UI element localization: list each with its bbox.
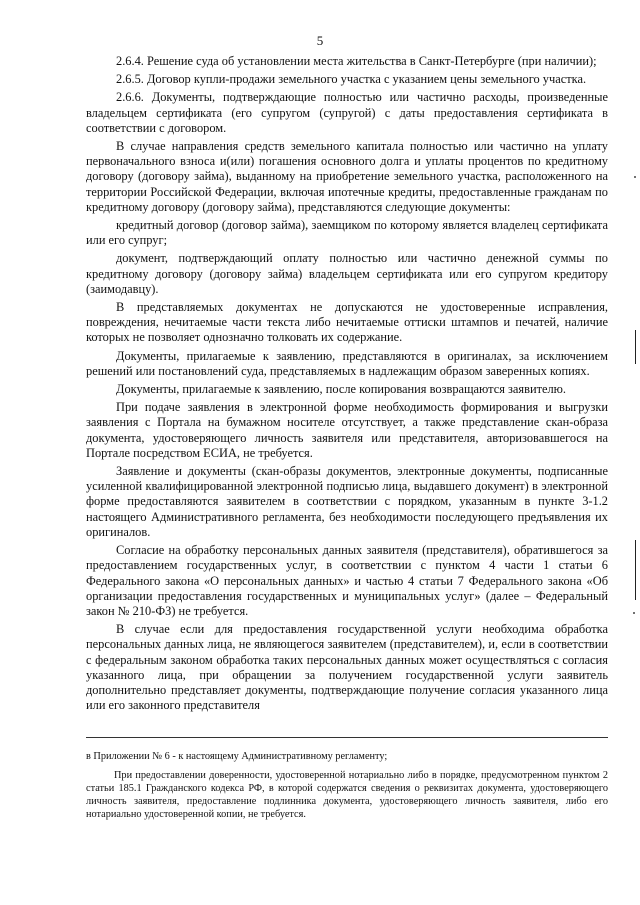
paragraph: В случае если для предоставления государственной услуги необходима обработка персональных данных лица, не являющегося заявителем (представителем), и, если в соответствии с федеральным законом обработка таких персональных данных может осуществляться с согласия указанного лица, при обращении за получением государственной услуги заявитель дополнительно представляет документы, подтверждающие получение согласия указанного лица или его законного представителя xyxy=(86,622,608,713)
scan-speck xyxy=(634,176,636,178)
document-body xyxy=(86,54,608,716)
paragraph: В представляемых документах не допускаются не удостоверенные исправления, повреждения, нечитаемые части текста либо нечитаемые оттиски штампов и печатей, наличие которых не позволяет однозначно толковать их содержание. xyxy=(86,300,608,345)
paragraph: Заявление и документы (скан-образы документов, электронные документы, подписанные усиленной квалифицированной электронной подписью лица, выдавшего документ) в электронной форме предоставляются заявителем в соответствии с порядком, указанным в пункте 3-1.2 настоящего Административного регламента, без необходимости последующего предъявления их оригиналов. xyxy=(86,464,608,539)
paragraph: 2.6.5. Договор купли-продажи земельного участка с указанием цены земельного участка. xyxy=(116,72,587,87)
footnote-text: При предоставлении доверенности, удостоверенной нотариально либо в порядке, предусмотренном пунктом 2 статьи 185.1 Гражданского кодекса РФ, в которой содержатся сведения о реквизитах документа, удостоверяющего личность заявителя, предоставление подлинника документа, удостоверяющего личность заявителя, либо его нотариально удостоверенной копии, не требуется. xyxy=(86,770,608,820)
paragraph: документ, подтверждающий оплату полностью или частично денежной суммы по кредитному договору (договору займа) владельцем сертификата или его супругом кредитору (заимодавцу). xyxy=(86,251,608,296)
paragraph: кредитный договор (договор займа), заемщиком по которому является владелец сертификата или его супруг; xyxy=(86,218,608,248)
paragraph: Документы, прилагаемые к заявлению, представляются в оригиналах, за исключением решений или постановлений суда, представляемых в надлежащим образом заверенных копиях. xyxy=(86,348,608,378)
scan-edge-mark xyxy=(635,330,636,364)
paragraph: Документы, прилагаемые к заявлению, после копирования возвращаются заявителю. xyxy=(116,382,567,397)
page-number: 5 xyxy=(316,33,324,48)
paragraph: В случае направления средств земельного капитала полностью или частично на уплату первоначального взноса и(или) погашения основного долга и уплаты процентов по кредитному договору (договору займа), выданному на приобретение земельного участка, расположенного на территории Российской Федерации, включая ипотечные кредиты, предоставленные гражданам по кредитному договору (договору займа), представляются следующие документы: xyxy=(86,139,608,214)
paragraph: 2.6.4. Решение суда об установлении места жительства в Санкт-Петербурге (при наличии); xyxy=(116,54,597,68)
scan-edge-mark xyxy=(635,540,636,600)
paragraph: 2.6.6. Документы, подтверждающие полностью или частично расходы, произведенные владельцем сертификата (его супругом (супругой) с даты предоставления сертификата в соответствии с договором. xyxy=(86,90,608,135)
scan-speck xyxy=(633,612,635,614)
footnote-lead: в Приложении № 6 - к настоящему Административному регламенту; xyxy=(86,751,388,762)
paragraph: Согласие на обработку персональных данных заявителя (представителя), обратившегося за предоставлением государственных услуг, в соответствии с пунктом 4 части 1 статьи 6 Федерального закона «О персональных данных» и частью 4 статьи 7 Федерального закона «Об организации предоставления государственных и муниципальных услуг» (далее – Федеральный закон № 210-ФЗ) не требуется. xyxy=(86,543,608,618)
footnote xyxy=(86,750,608,827)
footnote-divider xyxy=(86,737,608,738)
paragraph: При подаче заявления в электронной форме необходимость формирования и выгрузки заявления с Портала на бумажном носителе отсутствует, а также представление скан-образа документа, удостоверяющего личность заявителя или представителя, авторизовавшегося на Портале посредством ЕСИА, не требуется. xyxy=(86,400,608,460)
